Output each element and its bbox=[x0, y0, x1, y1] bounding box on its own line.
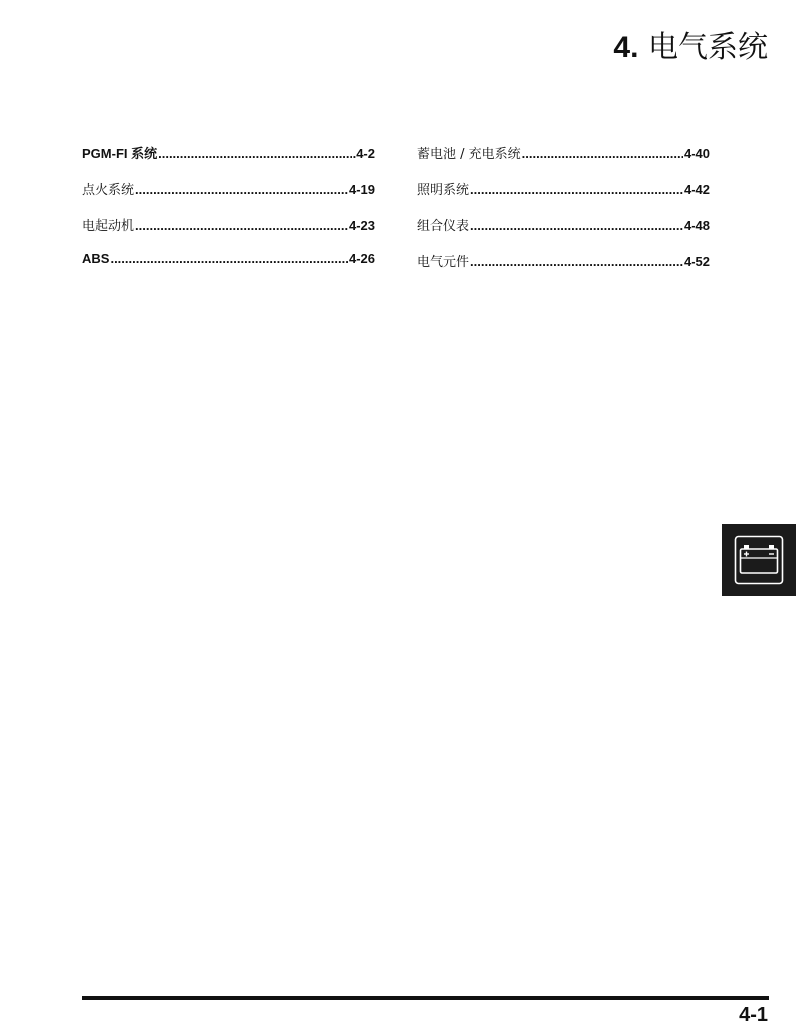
toc-entry-label: 组合仪表 bbox=[417, 219, 470, 234]
toc-right-column bbox=[417, 143, 710, 287]
toc-entry-page: 4-52 bbox=[683, 254, 710, 269]
toc-entry-abs[interactable] bbox=[82, 251, 375, 287]
toc-entry-starter[interactable] bbox=[82, 215, 375, 251]
toc-entry-page: 4-23 bbox=[348, 218, 375, 233]
toc-dot-leader bbox=[110, 251, 348, 266]
toc-entry-page: .4-2 bbox=[352, 146, 375, 161]
toc-entry-label: 电气元件 bbox=[417, 255, 470, 270]
toc-dot-leader bbox=[158, 146, 351, 161]
toc-dot-leader bbox=[135, 218, 348, 233]
chapter-name: 电气系统 bbox=[648, 30, 768, 65]
toc-entry-label: 点火系统 bbox=[82, 183, 135, 198]
toc-entry-lighting[interactable] bbox=[417, 179, 710, 215]
toc-entry-page: 4-26 bbox=[348, 251, 375, 266]
toc-entry-page: 4-40 bbox=[683, 146, 710, 161]
battery-icon bbox=[734, 535, 784, 585]
toc-entry-page: 4-42 bbox=[683, 182, 710, 197]
toc-dot-leader bbox=[470, 218, 683, 233]
page-number: 4-1 bbox=[739, 1004, 768, 1026]
toc-entry-label: ABS bbox=[82, 251, 110, 266]
toc-entry-ignition[interactable] bbox=[82, 179, 375, 215]
chapter-title bbox=[613, 22, 768, 66]
toc-dot-leader bbox=[522, 146, 683, 161]
toc-left-column bbox=[82, 143, 375, 287]
toc-entry-pgm-fi[interactable] bbox=[82, 143, 375, 179]
toc-dot-leader bbox=[470, 182, 683, 197]
toc-dot-leader bbox=[470, 254, 683, 269]
toc-entry-meter[interactable] bbox=[417, 215, 710, 251]
toc-entry-battery-charging[interactable] bbox=[417, 143, 710, 179]
toc-entry-electrical-components[interactable] bbox=[417, 251, 710, 287]
toc-entry-label: PGM-FI 系统 bbox=[82, 146, 158, 161]
toc-entry-label: 电起动机 bbox=[82, 219, 135, 234]
toc-entry-page: 4-48 bbox=[683, 218, 710, 233]
chapter-number: 4. bbox=[613, 31, 639, 64]
toc-dot-leader bbox=[135, 182, 348, 197]
toc-entry-label: 照明系统 bbox=[417, 183, 470, 198]
toc-entry-page: 4-19 bbox=[348, 182, 375, 197]
toc-entry-label: 蓄电池 / 充电系统 bbox=[417, 147, 521, 162]
section-tab[interactable] bbox=[722, 524, 796, 596]
footer-rule bbox=[82, 996, 769, 1000]
